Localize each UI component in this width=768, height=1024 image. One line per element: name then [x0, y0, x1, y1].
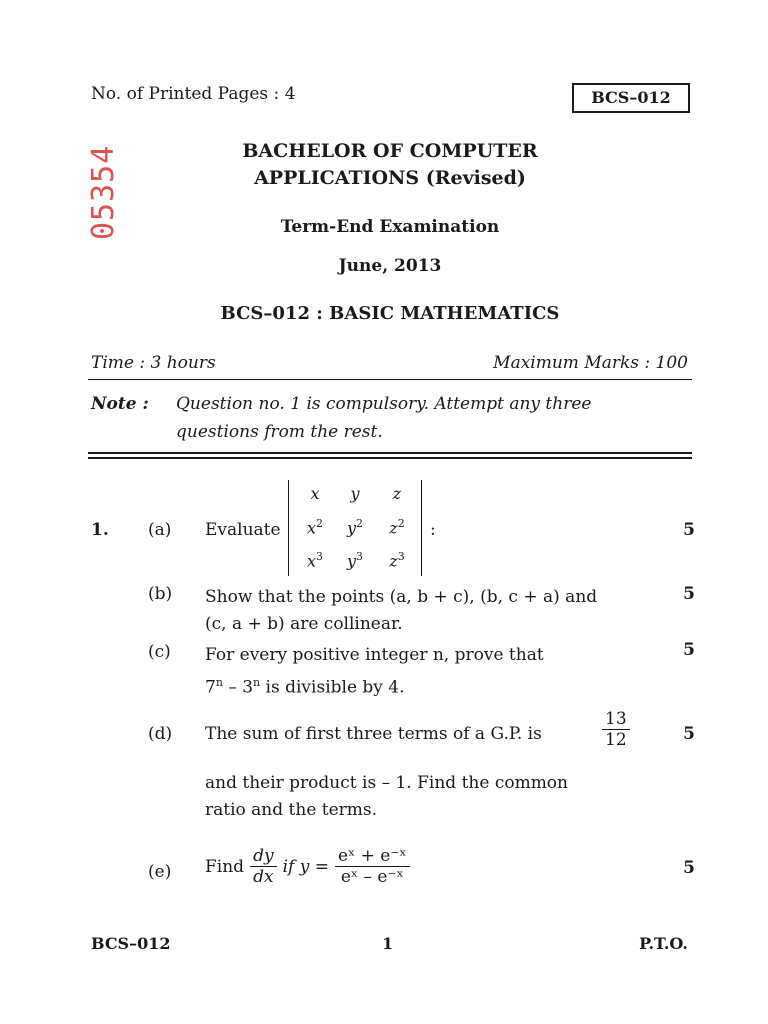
part-c-text: For every positive integer n, prove that 7$^n$ – 3$^n$ is divisible by 4.	[205, 645, 544, 698]
note-label: Note :	[91, 394, 149, 414]
page-number: 1	[382, 934, 394, 953]
det-cell: $z^3$	[389, 550, 405, 571]
part-b-text: Show that the points (a, b + c), (b, c + a) and (c, a + b) are collinear.	[205, 587, 598, 634]
marks-a: 5	[683, 520, 695, 540]
marks-b: 5	[683, 584, 695, 604]
det-cell: $x^2$	[306, 517, 324, 538]
part-label-e: (e)	[148, 862, 172, 882]
part-label-b: (b)	[148, 584, 173, 604]
exam-date: June, 2013	[338, 256, 442, 276]
gp-fraction: $\frac{13}{12}$	[602, 709, 630, 750]
pto-label: P.T.O.	[639, 934, 688, 953]
part-d-rest: and their product is – 1. Find the common ratio and the terms.	[205, 773, 568, 820]
part-a-text: Evaluate	[205, 520, 281, 540]
det-cell: $y^3$	[346, 550, 364, 571]
max-marks-label: Maximum Marks : 100	[493, 353, 688, 373]
degree-title-line2: APPLICATIONS (Revised)	[254, 167, 526, 189]
question-number: 1.	[91, 520, 109, 540]
part-label-c: (c)	[148, 642, 171, 662]
det-cell: $y^2$	[346, 517, 364, 538]
part-label-a: (a)	[148, 520, 172, 540]
serial-stamp: 05354	[86, 144, 121, 240]
exam-title: Term-End Examination	[280, 217, 500, 237]
part-d-line1: The sum of first three terms of a G.P. is	[205, 724, 542, 744]
det-cell: y	[350, 484, 360, 503]
determinant	[288, 480, 422, 576]
marks-d: 5	[683, 724, 695, 744]
part-label-d: (d)	[148, 724, 173, 744]
det-cell: $z^2$	[389, 517, 405, 538]
note-text-line2: questions from the rest.	[176, 422, 383, 442]
printed-pages: No. of Printed Pages : 4	[91, 84, 296, 104]
det-cell: x	[310, 484, 320, 503]
det-cell: z	[392, 484, 402, 503]
footer-code: BCS–012	[91, 934, 171, 953]
paper-title: BCS–012 : BASIC MATHEMATICS	[220, 303, 560, 324]
divider	[88, 379, 692, 380]
marks-c: 5	[683, 640, 695, 660]
part-e-text: Find $\frac{dy}{dx}$ if y = $\frac{\text{eˣ + e⁻ˣ}}{\text{eˣ – e⁻ˣ}}$	[205, 846, 410, 887]
degree-title-line1: BACHELOR OF COMPUTER	[242, 140, 538, 162]
marks-e: 5	[683, 858, 695, 878]
part-a-colon: :	[430, 520, 436, 540]
course-code-box: BCS–012	[572, 83, 690, 113]
det-cell: $x^3$	[306, 550, 324, 571]
double-rule-bottom	[88, 457, 692, 459]
note-text-line1: Question no. 1 is compulsory. Attempt any three	[176, 394, 592, 414]
double-rule-top	[88, 452, 692, 454]
time-label: Time : 3 hours	[91, 353, 216, 373]
